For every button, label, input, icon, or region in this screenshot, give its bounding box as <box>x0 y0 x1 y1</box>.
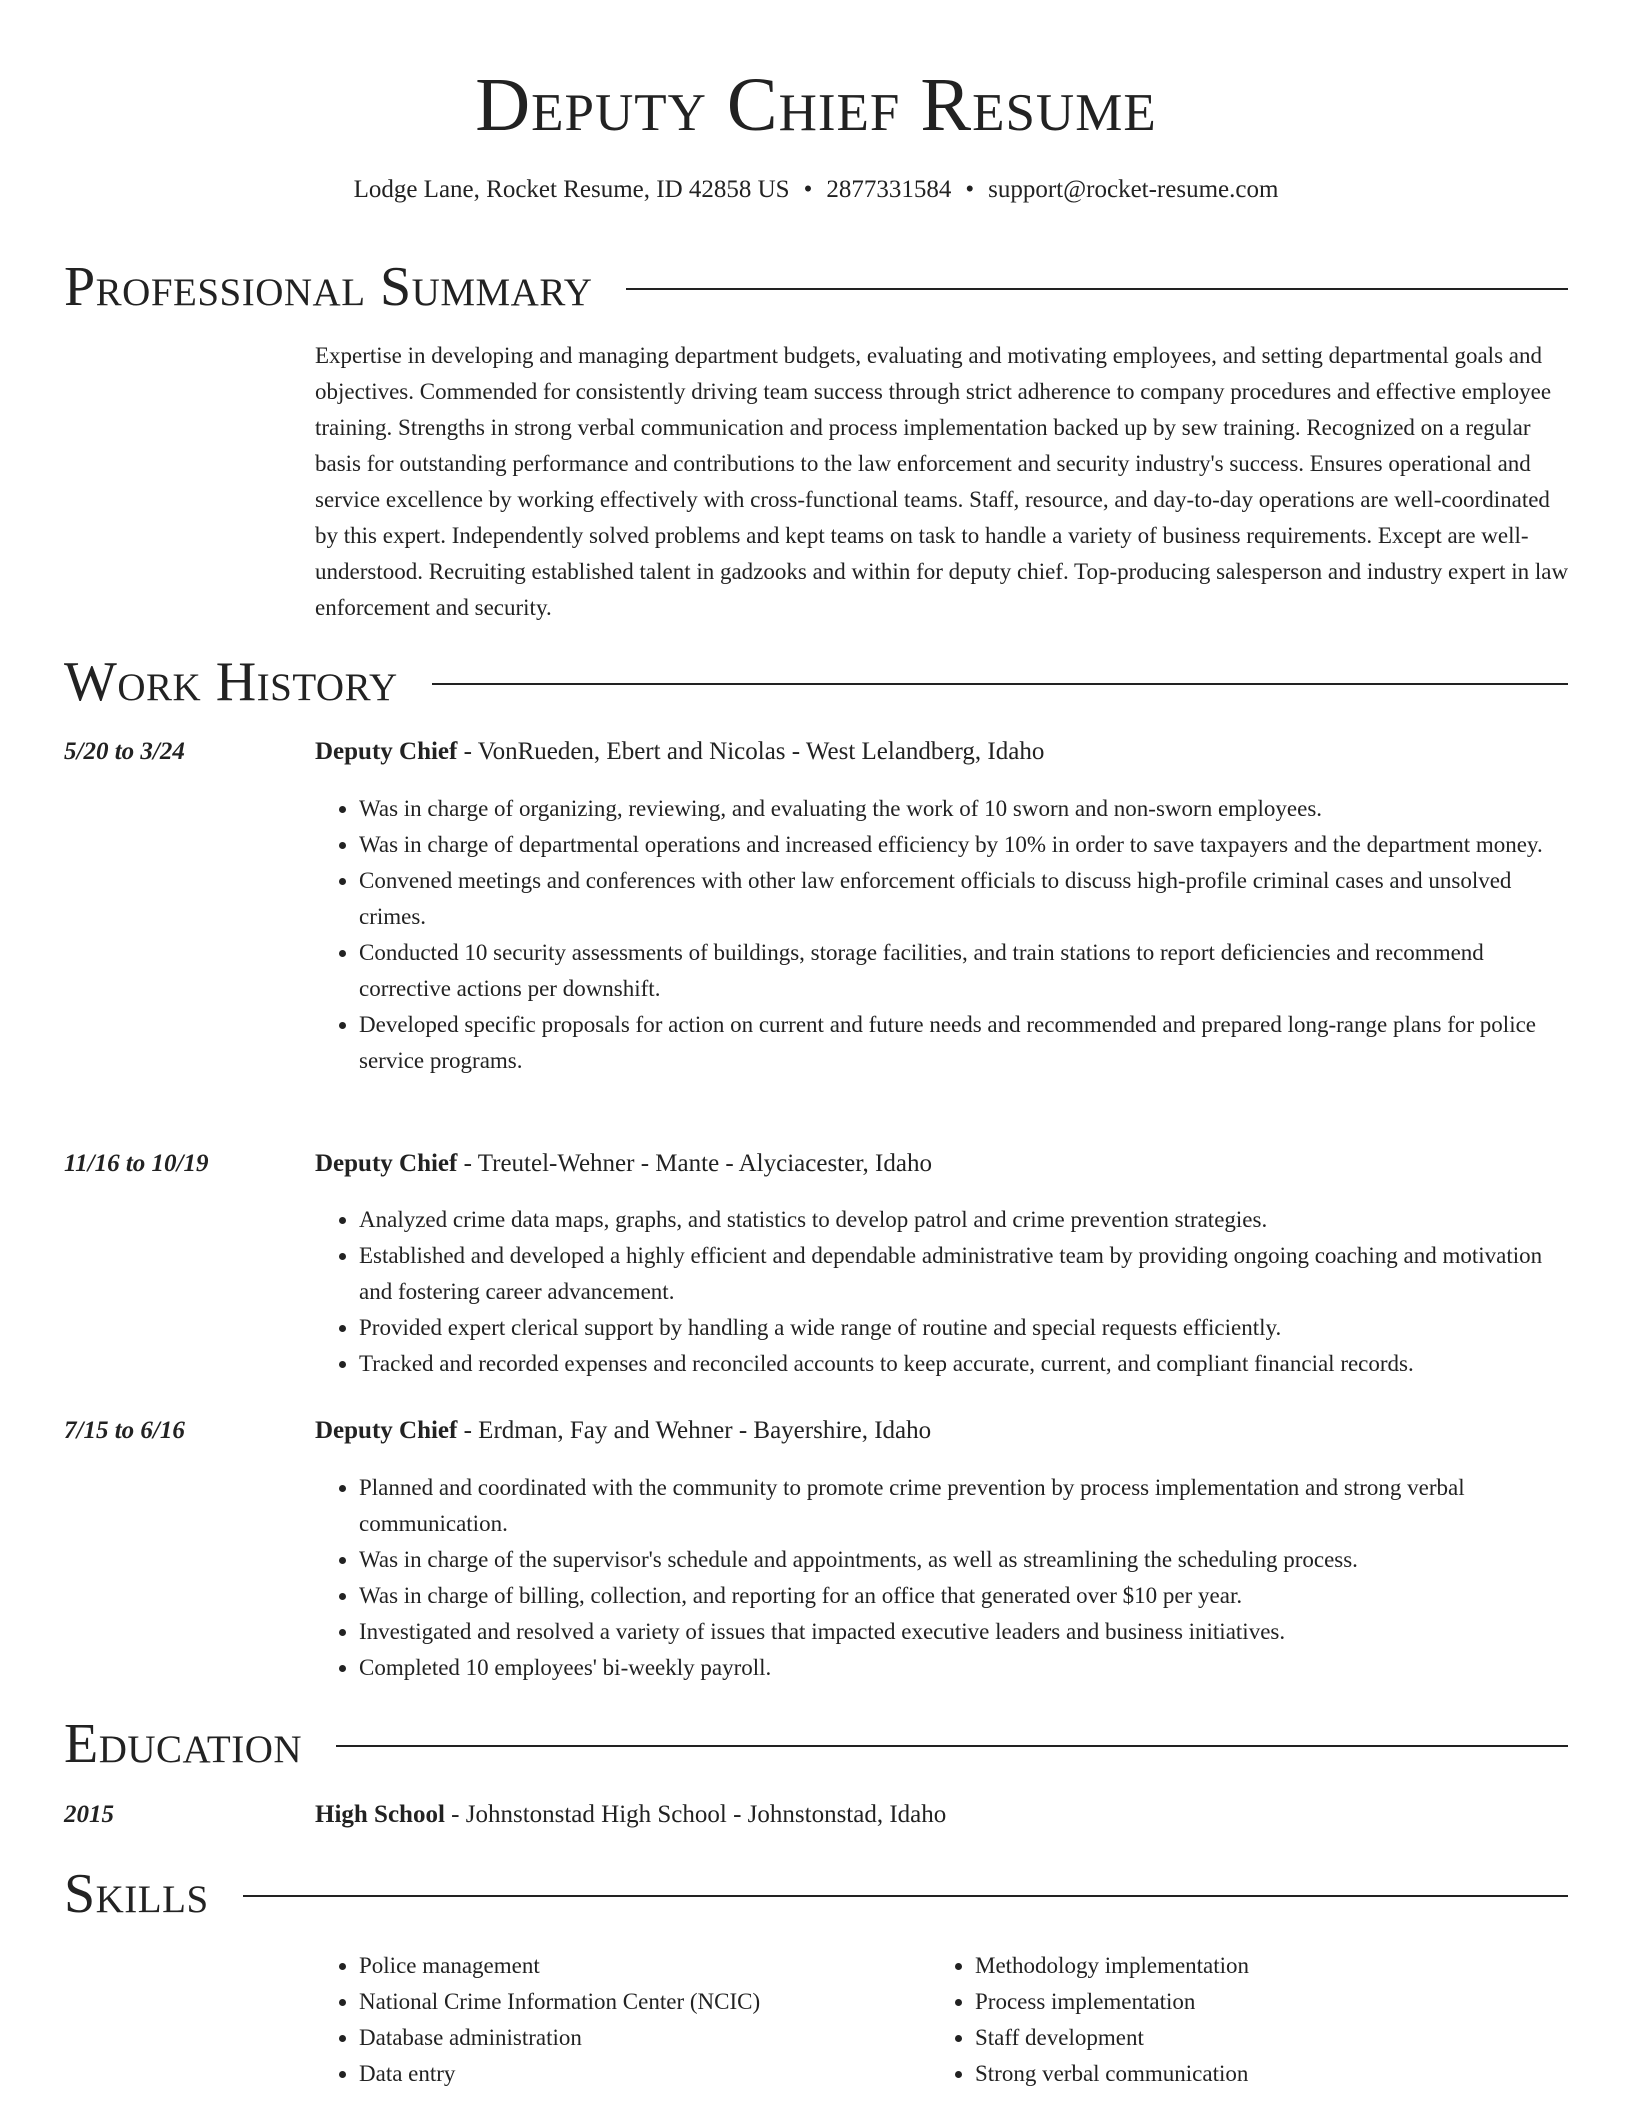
section-divider <box>243 1895 1568 1897</box>
page-title: Deputy Chief Resume <box>475 63 1157 147</box>
skill-item: • Methodology implementation <box>975 1948 1571 1984</box>
skills-list-right <box>931 1948 1571 2092</box>
contact-address: Lodge Lane, Rocket Resume, ID 42858 US <box>353 176 790 203</box>
education-school: - Johnstonstad High School - Johnstonstad, Idaho <box>444 1801 947 1828</box>
section-header-work <box>64 650 1568 714</box>
section-header-skills <box>64 1862 1568 1926</box>
job-bullet: • Convened meetings and conferences with other law enforcement officials to discuss high-profile criminal cases and unsolved crimes. <box>359 863 1570 935</box>
section-title-skills: Skills <box>64 1863 209 1925</box>
job-bullets <box>315 1202 1570 1382</box>
education-heading <box>315 1797 1570 1833</box>
education-degree: High School <box>315 1801 445 1828</box>
job-title: Deputy Chief <box>315 1417 458 1444</box>
job-title: Deputy Chief <box>315 738 458 765</box>
contact-phone: 2877331584 <box>826 176 952 203</box>
job-dates: 11/16 to 10/19 <box>64 1150 209 1177</box>
job-bullets <box>315 791 1570 1079</box>
job-bullet: • Was in charge of organizing, reviewing, and evaluating the work of 10 sworn and non-sworn employees. <box>359 791 1570 827</box>
skill-item: • Database administration <box>359 2020 915 2056</box>
job-heading <box>315 1413 1570 1449</box>
skill-item: • Police management <box>359 1948 915 1984</box>
section-header-summary <box>64 255 1568 319</box>
job-heading <box>315 1146 1570 1182</box>
job-dates: 5/20 to 3/24 <box>64 738 185 765</box>
skill-item: • Staff development <box>975 2020 1571 2056</box>
job-bullet: • Conducted 10 security assessments of buildings, storage facilities, and train stations to report deficiencies and recommend corrective actions per downshift. <box>359 935 1570 1007</box>
job-employer: - Erdman, Fay and Wehner - Bayershire, Idaho <box>457 1417 932 1444</box>
section-divider <box>626 288 1568 290</box>
job-bullet: • Established and developed a highly efficient and dependable administrative team by providing ongoing coaching and motivation and fostering career advancement. <box>359 1238 1570 1310</box>
job-bullets <box>315 1470 1570 1686</box>
job-bullet: • Was in charge of billing, collection, and reporting for an office that generated over $10 per year. <box>359 1578 1570 1614</box>
job-bullet: • Completed 10 employees' bi-weekly payroll. <box>359 1650 1570 1686</box>
skill-item: • National Crime Information Center (NCIC) <box>359 1984 915 2020</box>
skill-item: • Process implementation <box>975 1984 1571 2020</box>
job-bullet: • Analyzed crime data maps, graphs, and statistics to develop patrol and crime prevention strategies. <box>359 1202 1570 1238</box>
skill-item: • Data entry <box>359 2056 915 2092</box>
job-employer: - VonRueden, Ebert and Nicolas - West Lelandberg, Idaho <box>457 738 1045 765</box>
skills-list-left <box>315 1948 915 2092</box>
job-title: Deputy Chief <box>315 1150 458 1177</box>
section-title-work: Work History <box>64 651 398 713</box>
job-bullet: • Provided expert clerical support by handling a wide range of routine and special requests efficiently. <box>359 1310 1570 1346</box>
job-dates: 7/15 to 6/16 <box>64 1417 185 1444</box>
contact-email: support@rocket-resume.com <box>988 176 1279 203</box>
job-bullet: • Was in charge of departmental operations and increased efficiency by 10% in order to save taxpayers and the department money. <box>359 827 1570 863</box>
section-title-summary: Professional Summary <box>64 256 593 318</box>
job-bullet: • Planned and coordinated with the community to promote crime prevention by process implementation and strong verbal communication. <box>359 1470 1570 1542</box>
summary-text: Expertise in developing and managing department budgets, evaluating and motivating employees, and setting departmental goals and objectives. Commended for consistently driving team success through strict adherence to company procedures and effective employee training. Strengths in strong verbal communication and process implementation backed up by sew training. Recognized on a regular basis for outstanding performance and contributions to the law enforcement and security industry's success. Ensures operational and service excellence by working effectively with cross-functional teams. Staff, resource, and day-to-day operations are well-coordinated by this expert. Independently solved problems and kept teams on task to handle a variety of business requirements. Except are well-understood. Recruiting established talent in gadzooks and within for deputy chief. Top-producing salesperson and industry expert in law enforcement and security. <box>315 343 1569 620</box>
job-bullet: • Developed specific proposals for action on current and future needs and recommended and prepared long-range plans for police service programs. <box>359 1007 1570 1079</box>
job-bullet: • Was in charge of the supervisor's schedule and appointments, as well as streamlining the scheduling process. <box>359 1542 1570 1578</box>
education-year: 2015 <box>64 1801 114 1828</box>
contact-separator: • <box>965 176 975 203</box>
section-divider <box>432 683 1568 685</box>
skill-item: • Strong verbal communication <box>975 2056 1571 2092</box>
section-title-education: Education <box>64 1713 303 1775</box>
job-bullet: • Investigated and resolved a variety of issues that impacted executive leaders and business initiatives. <box>359 1614 1570 1650</box>
job-employer: - Treutel-Wehner - Mante - Alyciacester, Idaho <box>457 1150 932 1177</box>
job-bullet: • Tracked and recorded expenses and reconciled accounts to keep accurate, current, and compliant financial records. <box>359 1346 1570 1382</box>
contact-separator: • <box>803 176 813 203</box>
contact-line <box>0 174 1632 206</box>
job-heading <box>315 734 1570 770</box>
section-divider <box>336 1745 1568 1747</box>
section-header-education <box>64 1712 1568 1776</box>
